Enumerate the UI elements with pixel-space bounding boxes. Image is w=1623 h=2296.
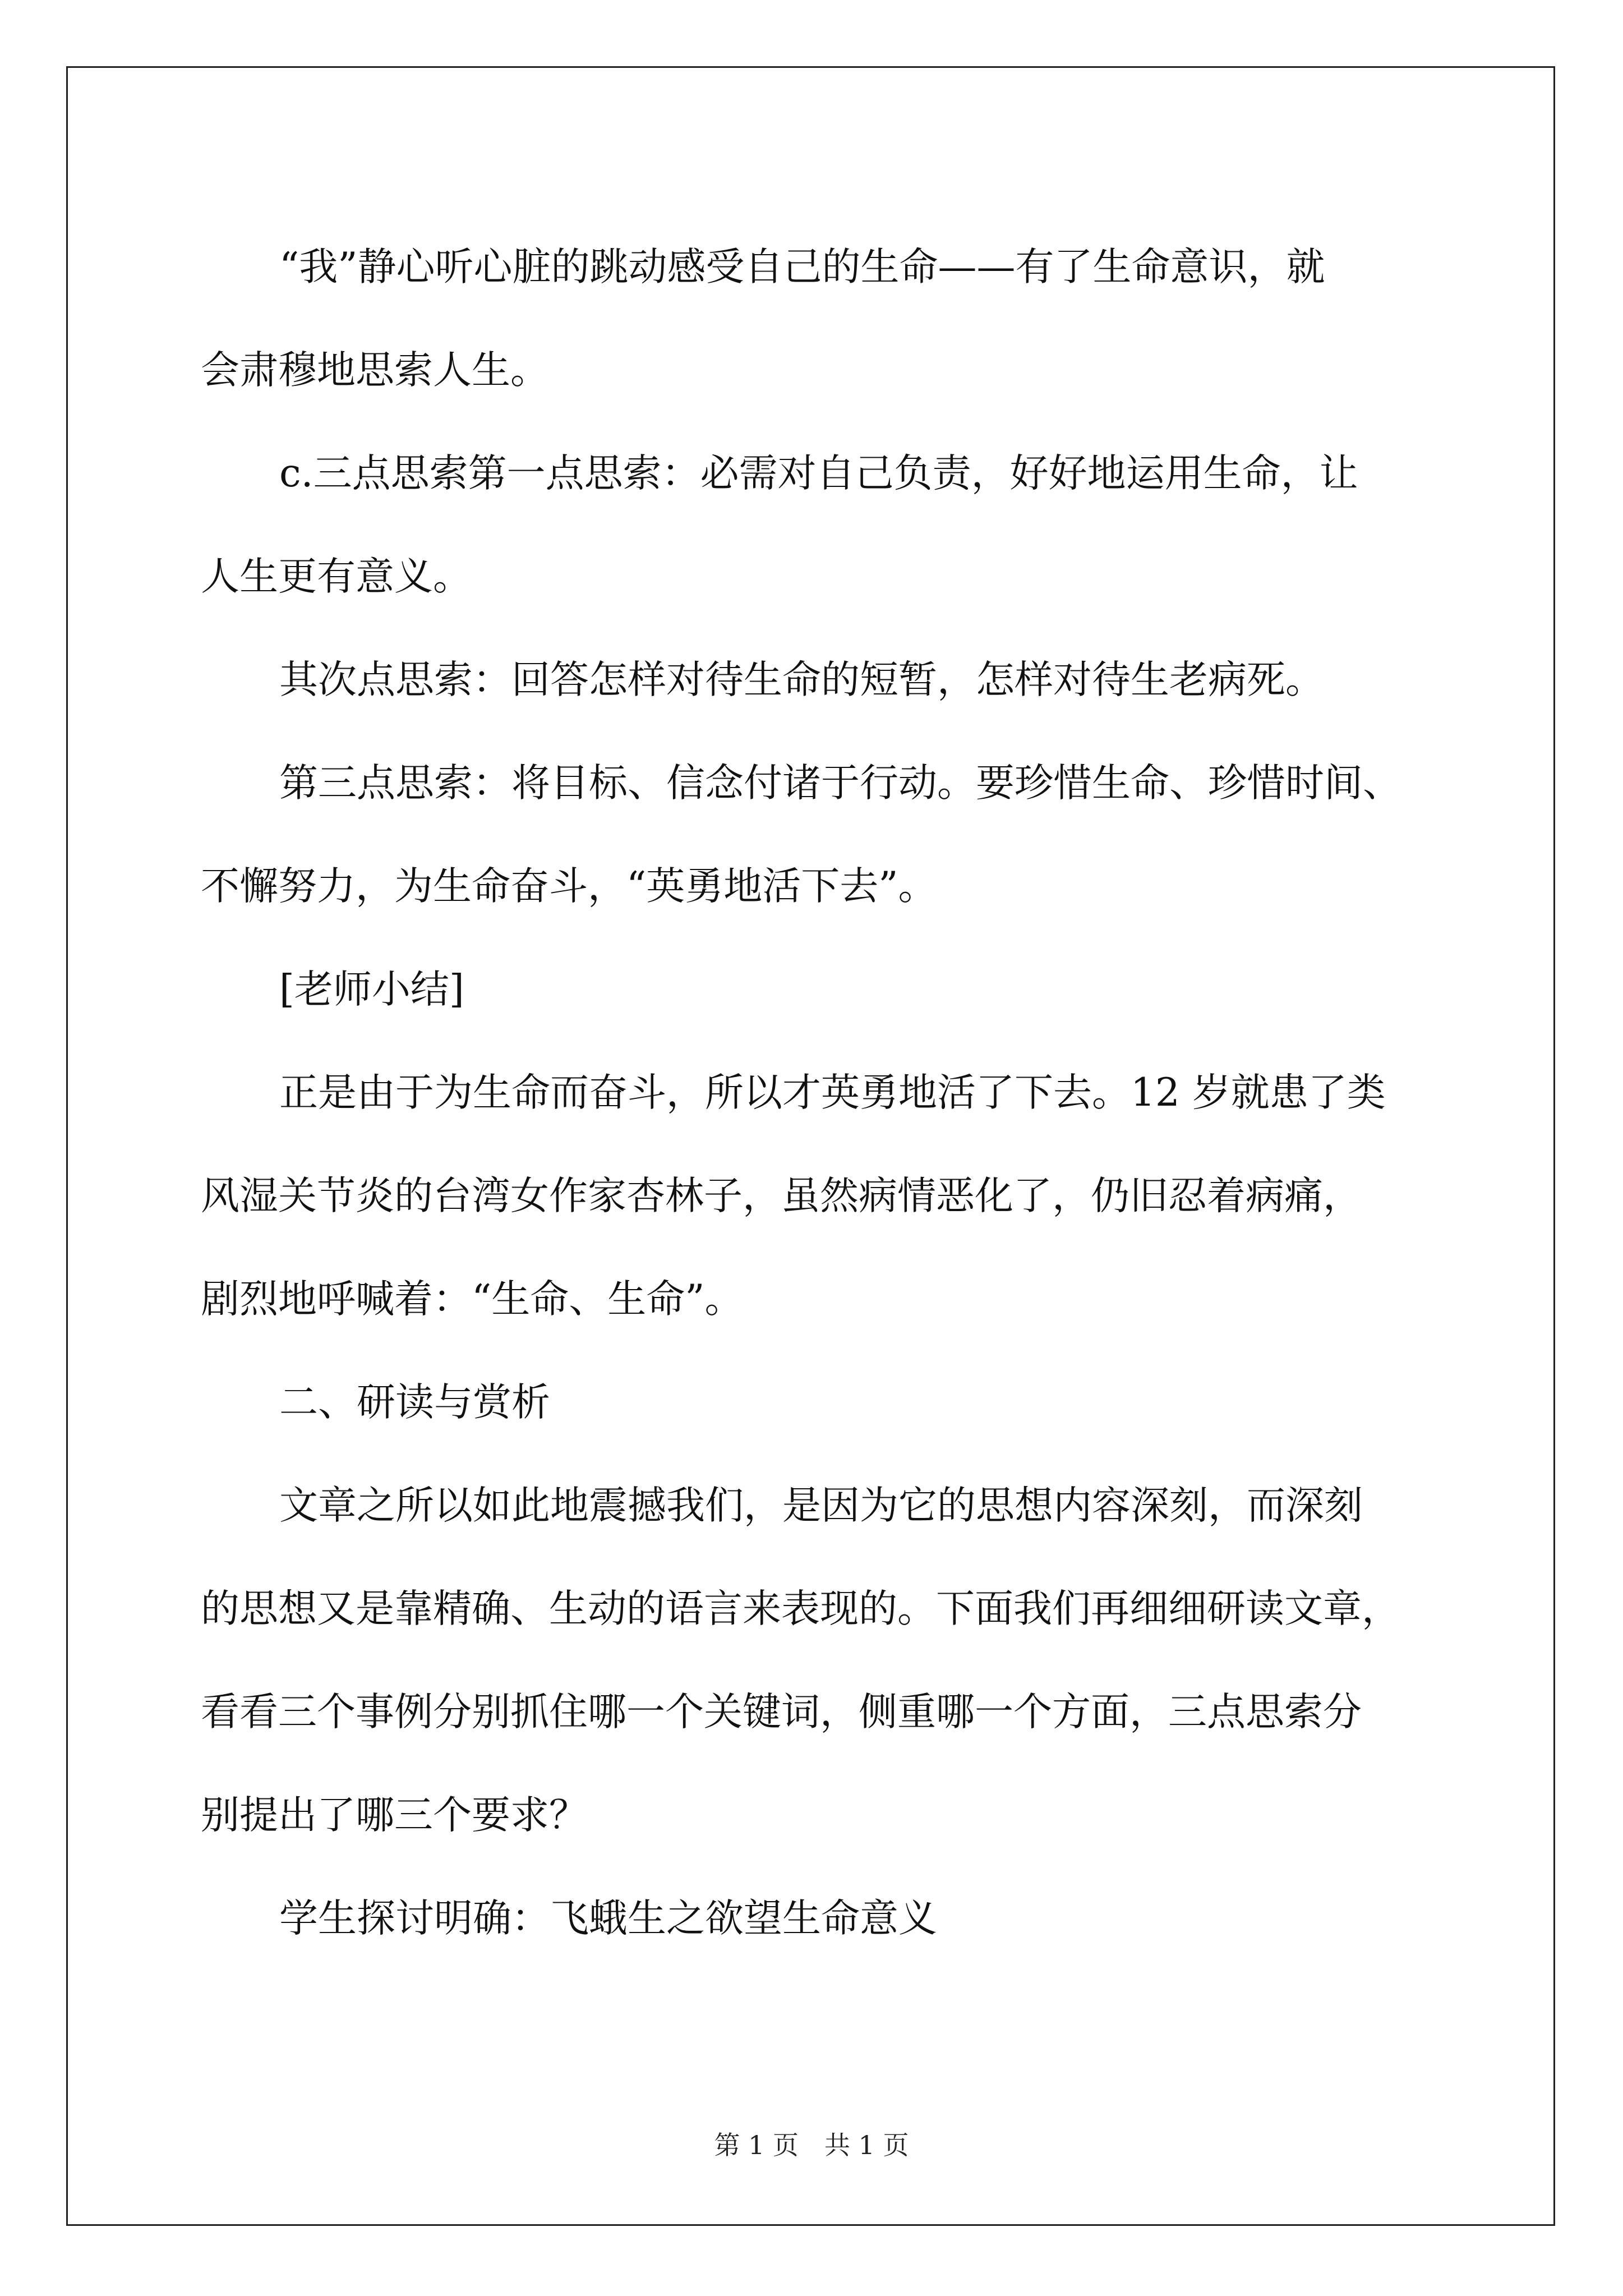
- paragraph-line: 会肃穆地思索人生。: [201, 348, 549, 393]
- paragraph-line: “我”静心听心脏的跳动感受自己的生命——有了生命意识，就: [279, 245, 1325, 289]
- paragraph-line: 别提出了哪三个要求？: [201, 1793, 588, 1838]
- paragraph-line: 剧烈地呼喊着：“生命、生命”。: [201, 1277, 744, 1322]
- paragraph-line: 其次点思索：回答怎样对待生命的短暂，怎样对待生老病死。: [279, 657, 1324, 702]
- section-label: [老师小结]: [279, 967, 464, 1012]
- paragraph-line: 人生更有意义。: [201, 554, 472, 599]
- paragraph-line: 文章之所以如此地震撼我们，是因为它的思想内容深刻，而深刻: [279, 1483, 1363, 1528]
- paragraph-line: 学生探讨明确：飞蛾生之欲望生命意义: [279, 1896, 937, 1941]
- paragraph-line: 的思想又是靠精确、生动的语言来表现的。下面我们再细细研读文章，: [201, 1586, 1400, 1631]
- page-number-footer: 第 1 页 共 1 页: [714, 2130, 909, 2160]
- paragraph-line: 正是由于为生命而奋斗，所以才英勇地活了下去。12 岁就患了类: [279, 1070, 1386, 1115]
- paragraph-line: 看看三个事例分别抓住哪一个关键词，侧重哪一个方面，三点思索分: [201, 1690, 1362, 1734]
- section-heading: 二、研读与赏析: [279, 1380, 550, 1425]
- paragraph-line: 不懈努力，为生命奋斗，“英勇地活下去”。: [201, 864, 937, 909]
- paragraph-line: c.三点思索第一点思索：必需对自己负责，好好地运用生命，让: [279, 451, 1358, 496]
- paragraph-line: 第三点思索：将目标、信念付诸于行动。要珍惜生命、珍惜时间、: [279, 761, 1401, 806]
- paragraph-line: 风湿关节炎的台湾女作家杏林子，虽然病情恶化了，仍旧忍着病痛，: [201, 1174, 1362, 1218]
- document-body: [201, 215, 1423, 1970]
